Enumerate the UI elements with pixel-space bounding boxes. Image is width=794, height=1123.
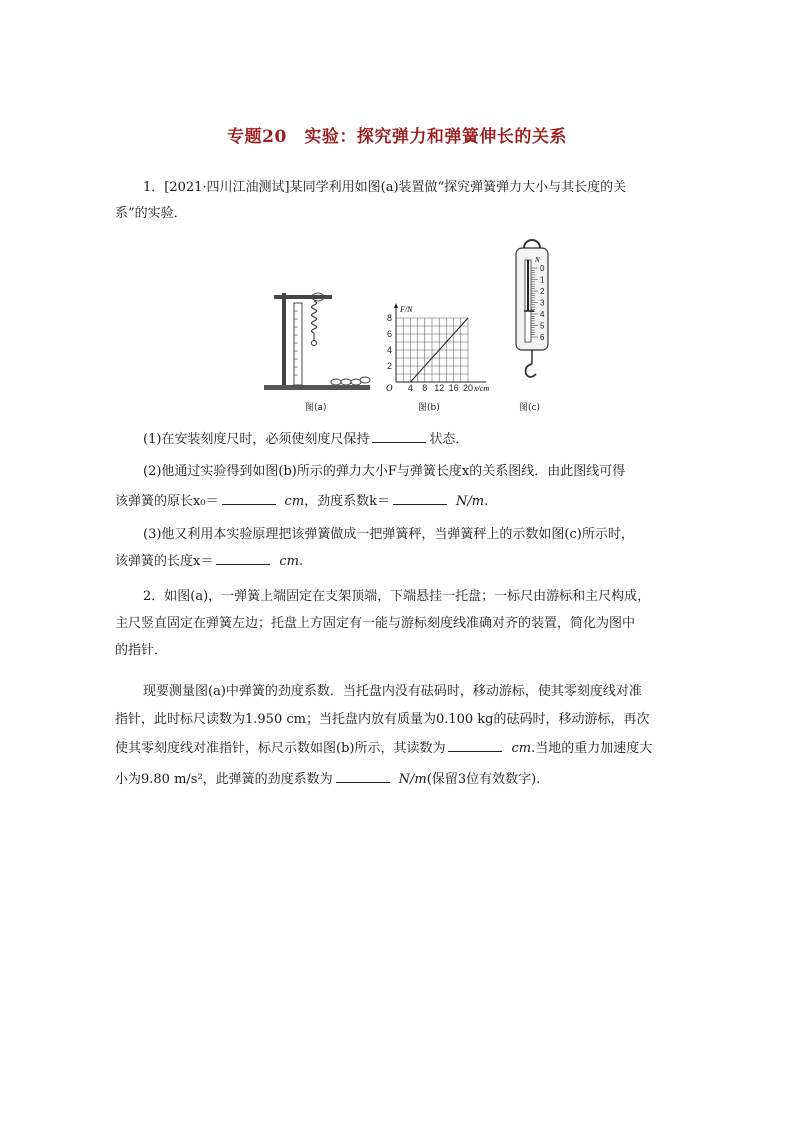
scale-unit: N bbox=[535, 256, 540, 264]
q2-p2-line4-tail: (保留3位有效数字). bbox=[426, 772, 541, 787]
x-tick-label: 4 bbox=[407, 383, 413, 393]
x-tick-label: 12 bbox=[434, 383, 445, 393]
q1-s1-tail: 状态． bbox=[429, 432, 469, 447]
unit-cm: cm bbox=[279, 554, 299, 569]
answer-blank[interactable] bbox=[222, 490, 276, 505]
y-tick-label: 4 bbox=[386, 345, 392, 355]
q1-intro-cont bbox=[115, 201, 680, 227]
period: . bbox=[298, 554, 304, 569]
q1-s2-k: ，劲度系数k＝ bbox=[304, 494, 391, 509]
q2-p2-line2: 指针，此时标尺读数为1.950 cm；当托盘内放有质量为0.100 kg的砝码时，移动游标，再次 bbox=[115, 712, 650, 727]
period: . bbox=[484, 494, 489, 509]
ruler bbox=[294, 303, 302, 385]
scale-top-ring bbox=[524, 240, 540, 248]
scale-number: 3 bbox=[540, 298, 545, 308]
q1-s2-text: (2)他通过实验得到如图(b)所示的弹力大小F与弹簧长度x的关系图线．由此图线可得 bbox=[143, 464, 626, 479]
figure-b-caption: 图(b) bbox=[418, 403, 440, 413]
q2-p2-line4: 小为9.80 m/s²，此弹簧的劲度系数为 bbox=[115, 772, 333, 787]
x-tick-label: 16 bbox=[448, 383, 459, 393]
y-tick-label: 6 bbox=[386, 329, 392, 339]
origin-label: O bbox=[386, 383, 393, 393]
figure-c-caption: 图(c) bbox=[519, 403, 540, 413]
scale-number: 4 bbox=[540, 310, 545, 319]
weights bbox=[331, 377, 370, 385]
q2-p2-l2 bbox=[115, 707, 680, 733]
q1-s2 bbox=[115, 459, 680, 485]
scale-hook bbox=[526, 364, 536, 377]
page-title: 专题20 实验：探究弹力和弹簧伸长的关系 bbox=[227, 127, 567, 147]
scale-number: 0 bbox=[540, 264, 545, 273]
answer-blank[interactable] bbox=[372, 428, 426, 443]
unit-n-per-m: N/m bbox=[456, 494, 485, 509]
unit-n-per-m: N/m bbox=[398, 772, 427, 787]
q2-p2-l3 bbox=[115, 736, 680, 762]
answer-blank[interactable] bbox=[448, 737, 502, 752]
x-axis-label: x/cm bbox=[474, 384, 490, 393]
q2-p2-line3: 使其零刻度线对准指针，标尺示数如图(b)所示，其读数为 bbox=[115, 741, 446, 756]
figure-b bbox=[378, 300, 503, 395]
q1-s2-x0: 该弹簧的原长x₀＝ bbox=[115, 494, 219, 509]
q2-p2-line1: 现要测量图(a)中弹簧的劲度系数．当托盘内没有砝码时，移动游标，使其零刻度线对准 bbox=[143, 684, 642, 699]
q2-p2-line3-tail: .当地的重力加速度大 bbox=[531, 741, 653, 756]
spring bbox=[312, 301, 317, 333]
f-x-graph bbox=[378, 300, 503, 395]
figure-a bbox=[262, 285, 372, 395]
unit-cm: cm bbox=[511, 741, 532, 756]
figure-c bbox=[510, 238, 555, 398]
q2-p2 bbox=[115, 679, 680, 705]
q1-s3-cont bbox=[115, 549, 680, 575]
q2-p2-l4 bbox=[115, 767, 680, 793]
answer-blank[interactable] bbox=[336, 768, 390, 783]
q1-s3-text: (3)他又利用本实验原理把该弹簧做成一把弹簧秤，当弹簧秤上的示数如图(c)所示时， bbox=[143, 527, 634, 542]
q1-intro-line1: 1．[2021·四川江油测试]某同学利用如图(a)装置做“探究弹簧弹力大小与其长度的关 bbox=[143, 180, 627, 195]
y-axis-label: F/N bbox=[400, 305, 413, 314]
q1-s3 bbox=[115, 522, 680, 548]
scale-number: 2 bbox=[540, 287, 545, 296]
q1-s1-text: (1)在安装刻度尺时，必须使刻度尺保持 bbox=[143, 432, 370, 447]
q1-s2-cont bbox=[115, 489, 680, 515]
scale-number: 6 bbox=[540, 333, 545, 342]
q2-p1-l2 bbox=[115, 611, 680, 637]
q2-p1-line3: 的指针． bbox=[115, 643, 168, 658]
stand-pole bbox=[282, 293, 286, 385]
y-tick-label: 2 bbox=[386, 361, 392, 371]
scale-number: 1 bbox=[540, 275, 545, 285]
x-tick-label: 8 bbox=[422, 383, 428, 393]
q2-p1-line1: 2．如图(a)，一弹簧上端固定在支架顶端，下端悬挂一托盘；一标尺由游标和主尺构成， bbox=[143, 589, 651, 604]
figure-a-caption: 图(a) bbox=[305, 403, 327, 413]
unit-cm: cm bbox=[284, 494, 305, 509]
x-tick-label: 20 bbox=[462, 383, 474, 393]
answer-blank[interactable] bbox=[393, 490, 447, 505]
q2-p1 bbox=[115, 584, 680, 610]
stand-base bbox=[264, 385, 370, 390]
q2-p1-line2: 主尺竖直固定在弹簧左边；托盘上方固定有一能与游标刻度线准确对齐的装置，简化为图中 bbox=[115, 616, 636, 631]
q1-intro-line2: 系”的实验． bbox=[115, 206, 187, 221]
q1-s1 bbox=[115, 427, 680, 453]
q1-s3-x: 该弹簧的长度x＝ bbox=[115, 554, 214, 569]
scale-number: 5 bbox=[540, 321, 545, 331]
q2-p1-l3 bbox=[115, 638, 680, 664]
y-tick-label: 8 bbox=[386, 313, 392, 323]
answer-blank[interactable] bbox=[216, 550, 270, 565]
q1-intro bbox=[115, 175, 680, 201]
